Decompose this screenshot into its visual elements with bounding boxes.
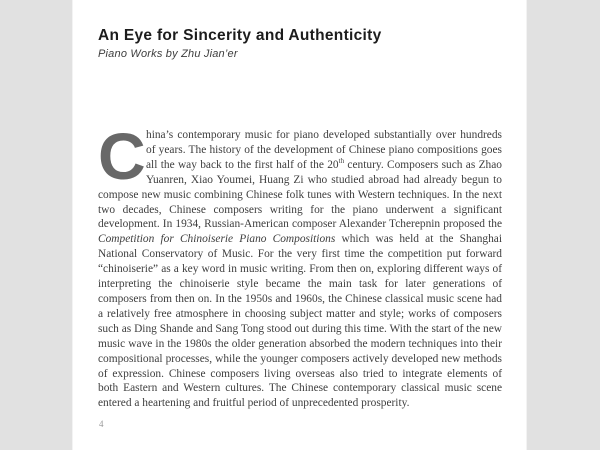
paragraph-segments: hina’s contemporary music for piano developed substantially over hundreds of years. The history of the development of Chinese piano compositions goes all the way back to the first half of the 20th century. Composers such as Zhao Yuanren, Xiao Youmei, Huang Zi who studied abroad had already begun to compose new music combining Chinese folk tunes with Western techniques. In the next two decades, Chinese composers writing for the piano underwent a significant development. In 1934, Russian-American composer Alexander Tcherepnin proposed the Competition for Chinoiserie Piano Compositions which was held at the Shanghai National Conservatory of Music. For the very first time the competition put forward “chinoiserie” as a key word in music writing. From then on, exploring different ways of interpreting the chinoiserie style became the main task for later generations of composers from then on. In the 1950s and 1960s, the Chinese classical music scene had a relatively free atmosphere in choosing subject matter and style; works of composers such as Ding Shande and Sang Tong stood out during this time. With the start of the new music wave in the 1980s the older generation absorbed the modern techniques into their compositional processes, while the younger composers actively developed new methods of expression. Chinese composers living overseas also tried to integrate elements of both Eastern and Western cultures. The Chinese contemporary classical music scene entered a heartening and fruitful period of unprecedented prosperity. bbox=[98, 129, 503, 410]
page-title: An Eye for Sincerity and Authenticity bbox=[98, 27, 382, 44]
body-paragraph bbox=[98, 119, 503, 411]
document-page bbox=[73, 0, 526, 450]
page-number: 4 bbox=[99, 419, 104, 429]
page-subtitle: Piano Works by Zhu Jian’er bbox=[98, 48, 238, 60]
drop-cap: C bbox=[98, 119, 146, 193]
